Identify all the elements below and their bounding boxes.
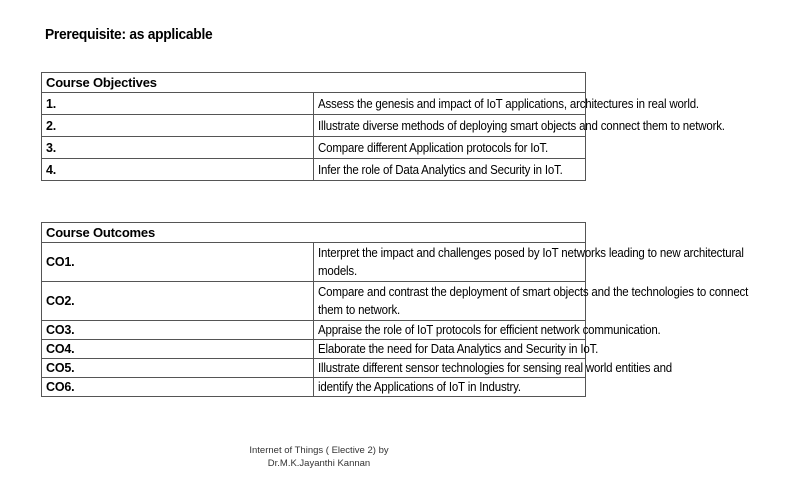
outcome-number: CO2.: [42, 282, 314, 321]
footer-line-2: Dr.M.K.Jayanthi Kannan: [267, 458, 371, 469]
objective-number: 4.: [42, 159, 314, 181]
outcome-number: CO4.: [42, 340, 314, 359]
outcome-text: Interpret the impact and challenges posed by IoT networks leading to new architectural models.: [314, 243, 586, 282]
table-row: [42, 93, 586, 115]
table-header-row: [42, 73, 586, 93]
footer-line-1: Internet of Things ( Elective 2) by: [249, 445, 389, 456]
course-outcomes-table: [41, 222, 749, 397]
course-objectives-header: Course Objectives: [42, 73, 586, 93]
table-row: [42, 243, 586, 282]
table-row: [42, 340, 586, 359]
outcome-text: Elaborate the need for Data Analytics and Security in IoT.: [314, 340, 586, 359]
outcome-number: CO5.: [42, 359, 314, 378]
objective-text: Assess the genesis and impact of IoT applications, architectures in real world.: [314, 93, 586, 115]
table-row: [42, 137, 586, 159]
outcome-number: CO6.: [42, 378, 314, 397]
objective-text: Compare different Application protocols for IoT.: [314, 137, 586, 159]
objective-text: Illustrate diverse methods of deploying smart objects and connect them to network.: [314, 115, 586, 137]
objective-number: 2.: [42, 115, 314, 137]
table-row: [42, 378, 586, 397]
outcome-number: CO1.: [42, 243, 314, 282]
outcome-text: Appraise the role of IoT protocols for efficient network communication.: [314, 321, 586, 340]
objective-text: Infer the role of Data Analytics and Security in IoT.: [314, 159, 586, 181]
objective-number: 3.: [42, 137, 314, 159]
outcome-number: CO3.: [42, 321, 314, 340]
table-row: [42, 359, 586, 378]
outcome-text: identify the Applications of IoT in Industry.: [314, 378, 586, 397]
prerequisite-heading: Prerequisite: as applicable: [45, 26, 213, 43]
course-outcomes-header: Course Outcomes: [42, 223, 586, 243]
outcome-text: Illustrate different sensor technologies for sensing real world entities and: [314, 359, 586, 378]
table-header-row: [42, 223, 586, 243]
table-row: [42, 115, 586, 137]
table-row: [42, 321, 586, 340]
objective-number: 1.: [42, 93, 314, 115]
table-row: [42, 159, 586, 181]
slide-footer: [0, 444, 638, 470]
course-objectives-table: [41, 72, 725, 181]
outcome-text: Compare and contrast the deployment of smart objects and the technologies to connect them to network.: [314, 282, 586, 321]
table-row: [42, 282, 586, 321]
